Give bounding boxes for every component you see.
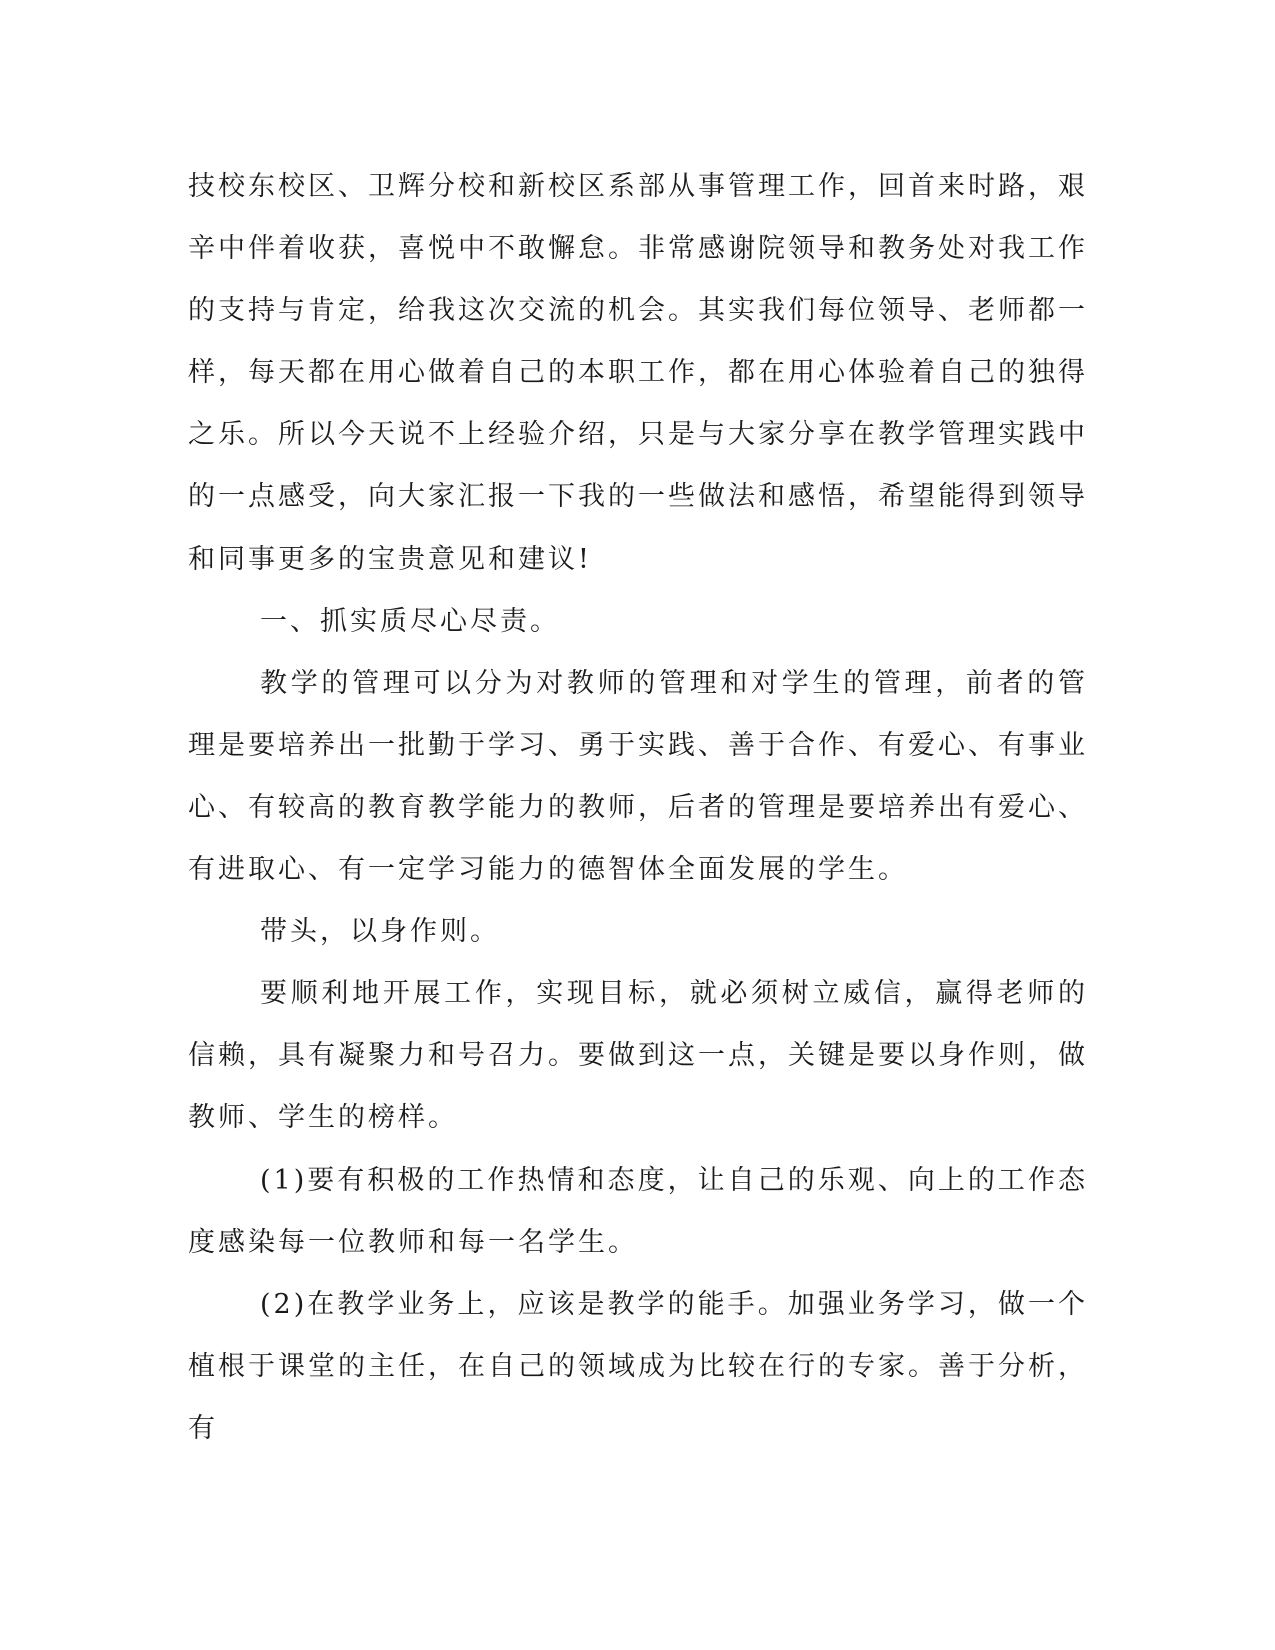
paragraph-intro: 技校东校区、卫辉分校和新校区系部从事管理工作，回首来时路，艰辛中伴着收获，喜悦中不敢懈怠。非常感谢院领导和教务处对我工作的支持与肯定，给我这次交流的机会。其实我们每位领导、老师都一样，每天都在用心做着自己的本职工作，都在用心体验着自己的独得之乐。所以今天说不上经验介绍，只是与大家分享在教学管理实践中的一点感受，向大家汇报一下我的一些做法和感悟，希望能得到领导和同事更多的宝贵意见和建议!: [188, 171, 1088, 575]
paragraph-management: 教学的管理可以分为对教师的管理和对学生的管理，前者的管理是要培养出一批勤于学习、勇于实践、善于合作、有爱心、有事业心、有较高的教育教学能力的教师，后者的管理是要培养出有爱心、有进取心、有一定学习能力的德智体全面发展的学生。: [188, 667, 1088, 886]
section-heading-1: 一、抓实质尽心尽责。: [260, 605, 560, 637]
document-body: [188, 156, 1088, 1460]
paragraph-authority: 要顺利地开展工作，实现目标，就必须树立威信，赢得老师的信赖，具有凝聚力和号召力。要做到这一点，关键是要以身作则，做教师、学生的榜样。: [188, 978, 1088, 1134]
list-item-2: (2)在教学业务上，应该是教学的能手。加强业务学习，做一个植根于课堂的主任，在自己的领域成为比较在行的专家。善于分析，有: [188, 1288, 1088, 1444]
subheading-lead-by-example: 带头，以身作则。: [260, 916, 500, 948]
list-item-1: (1)要有积极的工作热情和态度，让自己的乐观、向上的工作态度感染每一位教师和每一名学生。: [188, 1164, 1088, 1258]
